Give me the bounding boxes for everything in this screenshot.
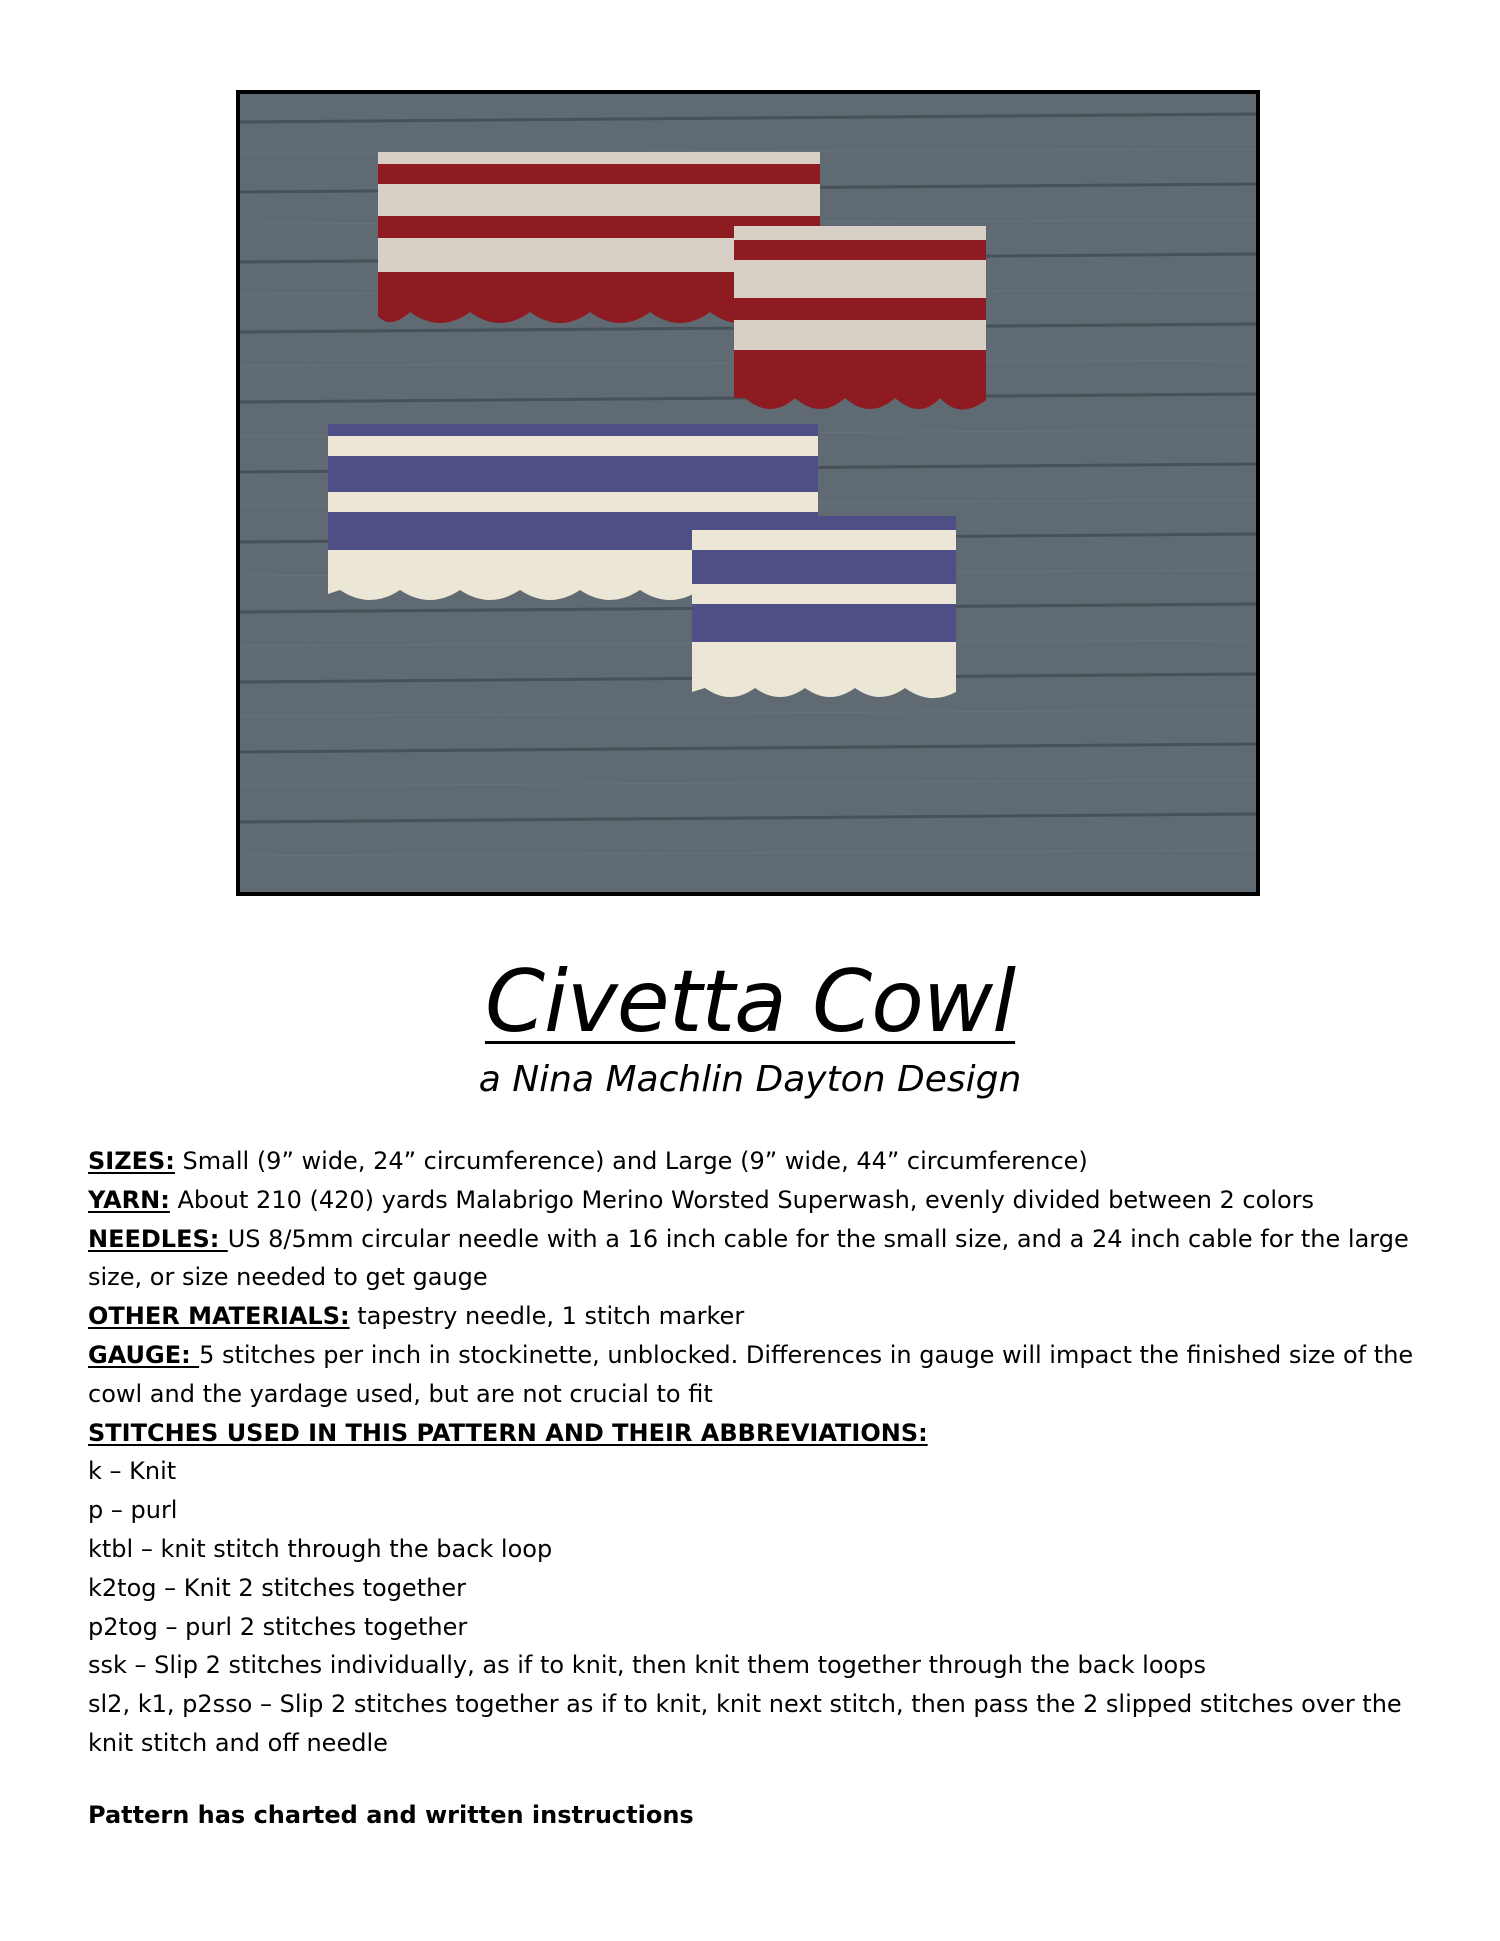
yarn-line bbox=[88, 1181, 1428, 1220]
gauge-line bbox=[88, 1336, 1428, 1414]
yarn-text: About 210 (420) yards Malabrigo Merino Worsted Superwash, evenly divided between 2 colors bbox=[169, 1185, 1315, 1214]
other-materials-label: OTHER MATERIALS: bbox=[88, 1302, 350, 1331]
needles-line bbox=[88, 1220, 1428, 1298]
stitch-item: p – purl bbox=[88, 1496, 178, 1525]
gauge-text: 5 stitches per inch in stockinette, unblocked. Differences in gauge will impact the finished size of the cowl and the yardage used, but are not crucial to fit bbox=[88, 1340, 1414, 1408]
stitch-item: ktbl – knit stitch through the back loop bbox=[88, 1534, 553, 1563]
stitch-item: k2tog – Knit 2 stitches together bbox=[88, 1573, 466, 1602]
footer-note: Pattern has charted and written instructions bbox=[88, 1801, 694, 1829]
page-title bbox=[0, 952, 1500, 1052]
gauge-label: GAUGE: bbox=[88, 1340, 200, 1369]
stitch-item: p2tog – purl 2 stitches together bbox=[88, 1612, 468, 1641]
stitch-item: sl2, k1, p2sso – Slip 2 stitches together as if to knit, knit next stitch, then pass the 2 slipped stitches over the knit stitch and off needle bbox=[88, 1690, 1402, 1757]
other-materials-line bbox=[88, 1297, 1428, 1336]
needles-text: US 8/5mm circular needle with a 16 inch cable for the small size, and a 24 inch cable for the large size, or size needed to get gauge bbox=[88, 1224, 1409, 1292]
cowl-photo bbox=[236, 90, 1260, 896]
stitches-heading-label: STITCHES USED IN THIS PATTERN AND THEIR ABBREVIATIONS: bbox=[88, 1418, 928, 1447]
red-cowl-small bbox=[734, 226, 986, 410]
sizes-line bbox=[88, 1142, 1428, 1181]
title-text: Civetta Cowl bbox=[484, 952, 1016, 1052]
stitch-item: k – Knit bbox=[88, 1457, 177, 1486]
page-subtitle: a Nina Machlin Dayton Design bbox=[478, 1059, 1022, 1100]
blue-cowl-small bbox=[692, 516, 956, 698]
pattern-details bbox=[88, 1142, 1428, 1763]
yarn-label: YARN: bbox=[88, 1185, 170, 1214]
stitches-heading bbox=[88, 1414, 1428, 1453]
needles-label: NEEDLES: bbox=[88, 1224, 228, 1253]
sizes-label: SIZES: bbox=[88, 1147, 175, 1175]
sizes-text: Small (9” wide, 24” circumference) and Large (9” wide, 44” circumference) bbox=[174, 1147, 1088, 1175]
stitch-item: ssk – Slip 2 stitches individually, as if to knit, then knit them together through the back loops bbox=[88, 1651, 1206, 1680]
other-materials-text: tapestry needle, 1 stitch marker bbox=[349, 1302, 745, 1331]
